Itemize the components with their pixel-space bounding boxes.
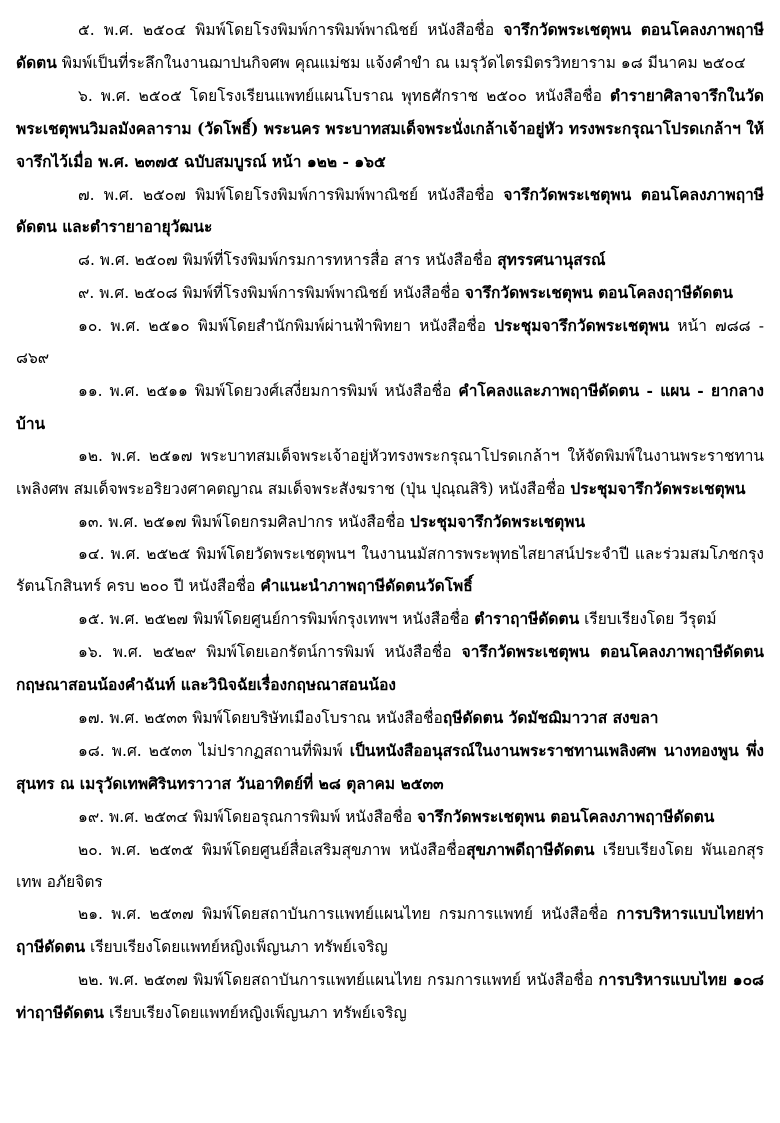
bibliography-entry-19 [16,801,764,834]
bibliography-entry-17 [16,702,764,735]
entry-text: เรียบเรียงโดยแพทย์หญิงเพ็ญนภา ทรัพย์เจริญ [104,1004,407,1023]
book-title: เป็นหนังสืออนุสรณ์ในงานพระราชทานเพลิงศพ นางทองพูน พึ่งสุนทร ณ เมรุวัดเทพศิรินทราวาส วันอาทิตย์ที่ ๒๘ ตุลาคม ๒๕๓๓ [16,740,764,793]
bibliography-entry-13 [16,506,764,539]
entry-text: ๑๗. พ.ศ. ๒๕๓๓ พิมพ์โดยบริษัทเมืองโบราณ หนังสือชื่อ [78,709,443,728]
entry-text: ๑๙. พ.ศ. ๒๕๓๔ พิมพ์โดยอรุณการพิมพ์ หนังสือชื่อ [78,807,418,826]
book-title: ประชุมจารึกวัดพระเชตุพน [494,316,670,336]
bibliography-entry-21 [16,898,764,964]
bibliography-entry-14 [16,539,764,604]
entry-text: ๒๑. พ.ศ. ๒๕๓๗ พิมพ์โดยสถาบันการแพทย์แผนไทย กรมการแพทย์ หนังสือชื่อ [78,905,617,924]
book-title: จารึกวัดพระเชตุพน ตอนโคลงภาพฤาษีดัดตน และตำรายาอายุวัฒนะ [16,184,765,237]
bibliography-entry-20 [16,834,764,899]
entry-text: ๙. พ.ศ. ๒๕๐๘ พิมพ์ที่โรงพิมพ์การพิมพ์พาณิชย์ หนังสือชื่อ [78,284,465,303]
bibliography-entry-8 [16,244,764,277]
bibliography-entry-18 [16,735,764,801]
book-title: การบริหารแบบไทยท่าฤาษีดัดตน [16,904,764,957]
entry-text: ๑๔. พ.ศ. ๒๕๒๕ พิมพ์โดยวัดพระเชตุพนฯ ในงานนมัสการพระพุทธไสยาสน์ประจำปี และร่วมสมโภชกรุงรัตนโกสินทร์ ครบ ๒๐๐ ปี หนังสือชื่อ [16,544,764,596]
entry-text: หน้า ๗๘๘ - ๘๖๙ [16,317,764,368]
entry-text: พิมพ์เป็นที่ระลึกในงานฌาปนกิจศพ คุณแม่ชม แจ้งคำขำ ณ เมรุวัดไตรมิตรวิทยาราม ๑๘ มีนาคม ๒๕๐๔ [56,53,746,72]
entry-text: ๑๑. พ.ศ. ๒๕๑๑ พิมพ์โดยวงศ์เสงี่ยมการพิมพ์ หนังสือชื่อ [78,381,459,400]
book-title: ตำรายาศิลาจารึกในวัดพระเชตุพนวิมลมังคลาราม (วัดโพธิ์) พระนคร พระบาทสมเด็จพระนั่งเกล้าเจ้าอยู่หัว ทรงพระกรุณาโปรดเกล้าฯ ให้จารึกไว้เมื่อ พ.ศ. ๒๓๗๕ ฉบับสมบูรณ์ หน้า ๑๒๒ - ๑๖๕ [16,85,764,171]
bibliography-entry-10 [16,310,764,375]
book-title: ฤษีดัดตน วัดมัชฌิมาวาส สงขลา [442,708,659,728]
entry-text: เรียบเรียงโดยแพทย์หญิงเพ็ญนภา ทรัพย์เจริญ [85,938,388,957]
entry-text: ๘. พ.ศ. ๒๕๐๗ พิมพ์ที่โรงพิมพ์กรมการทหารสื่อ สาร หนังสือชื่อ [78,251,498,270]
bibliography-entry-22 [16,964,764,1030]
book-title: สุขภาพดีฤาษีดัดตน [466,839,595,859]
entry-text: ๑๕. พ.ศ. ๒๕๒๗ พิมพ์โดยศูนย์การพิมพ์กรุงเทพฯ หนังสือชื่อ [78,610,475,629]
bibliography-entry-7 [16,179,764,245]
book-title: การบริหารแบบไทย ๑๐๘ ท่าฤาษีดัดตน [16,970,764,1023]
book-title: คำแนะนำภาพฤาษีดัดตนวัดโพธิ์ [260,576,473,596]
book-title: สุทรรศนานุสรณ์ [497,250,606,270]
bibliography-entry-9 [16,277,764,310]
entry-text: เรียบเรียงโดย วีรุตม์ [579,610,717,629]
book-title: ตำราฤาษีดัดตน [474,609,580,629]
book-title: ประชุมจารึกวัดพระเชตุพน [570,478,746,498]
entry-text: ๑๐. พ.ศ. ๒๕๑๐ พิมพ์โดยสำนักพิมพ์ผ่านฟ้าพิทยา หนังสือชื่อ [78,317,495,336]
bibliography-entry-11 [16,375,764,441]
entry-text: ๕. พ.ศ. ๒๕๐๔ พิมพ์โดยโรงพิมพ์การพิมพ์พาณิชย์ หนังสือชื่อ [78,21,504,39]
bibliography-entry-12 [16,441,764,506]
book-title: ประชุมจารึกวัดพระเชตุพน [409,511,586,531]
book-title: จารึกวัดพระเชตุพน ตอนโคลงฤาษีดัดตน [464,283,733,303]
entry-text: ๑๒. พ.ศ. ๒๕๑๗ พระบาทสมเด็จพระเจ้าอยู่หัวทรงพระกรุณาโปรดเกล้าฯ ให้จัดพิมพ์ในงานพระราชทานเพลิงศพ สมเด็จพระอริยวงศาคตญาณ สมเด็จพระสังฆราช (ปุ่น ปุณฺณสิริ) หนังสือชื่อ [16,446,764,498]
bibliography-entry-5 [16,14,764,80]
book-title: จารึกวัดพระเชตุพน ตอนโคลงภาพฤาษีดัดตน กฤษณาสอนน้องคำฉันท์ และวินิจฉัยเรื่องกฤษณาสอนน้อง [16,642,764,695]
bibliography-entry-6 [16,80,764,179]
bibliography-entry-15 [16,603,764,636]
book-title: จารึกวัดพระเชตุพน ตอนโคลงภาพฤาษีดัดตน [417,806,715,826]
entry-text: เรียบเรียงโดย พันเอกสุรเทพ อภัยจิตร [16,840,764,891]
entry-text: ๗. พ.ศ. ๒๕๐๗ พิมพ์โดยโรงพิมพ์การพิมพ์พาณิชย์ หนังสือชื่อ [78,185,504,204]
entry-text: ๒๒. พ.ศ. ๒๕๓๗ พิมพ์โดยสถาบันการแพทย์แผนไทย กรมการแพทย์ หนังสือชื่อ [78,971,599,990]
entry-text: ๖. พ.ศ. ๒๕๐๕ โดยโรงเรียนแพทย์แผนโบราณ พุทธศักราช ๒๕๐๐ หนังสือชื่อ [78,86,610,105]
entry-text: ๒๐. พ.ศ. ๒๕๓๕ พิมพ์โดยศูนย์สื่อเสริมสุขภาพ หนังสือชื่อ [78,840,467,859]
book-title: คำโคลงและภาพฤาษีดัดตน - แผน - ยากลางบ้าน [16,380,764,433]
entry-text: ๑๖. พ.ศ. ๒๕๒๙ พิมพ์โดยเอกรัตน์การพิมพ์ หนังสือชื่อ [78,643,462,662]
book-title: จารึกวัดพระเชตุพน ตอนโคลงภาพฤาษีดัดตน [16,20,764,72]
entry-text: ๑๓. พ.ศ. ๒๕๑๗ พิมพ์โดยกรมศิลปากร หนังสือชื่อ [78,512,410,531]
entry-text: ๑๘. พ.ศ. ๒๕๓๓ ไม่ปรากฏสถานที่พิมพ์ [78,741,350,760]
bibliography-entry-16 [16,636,764,702]
